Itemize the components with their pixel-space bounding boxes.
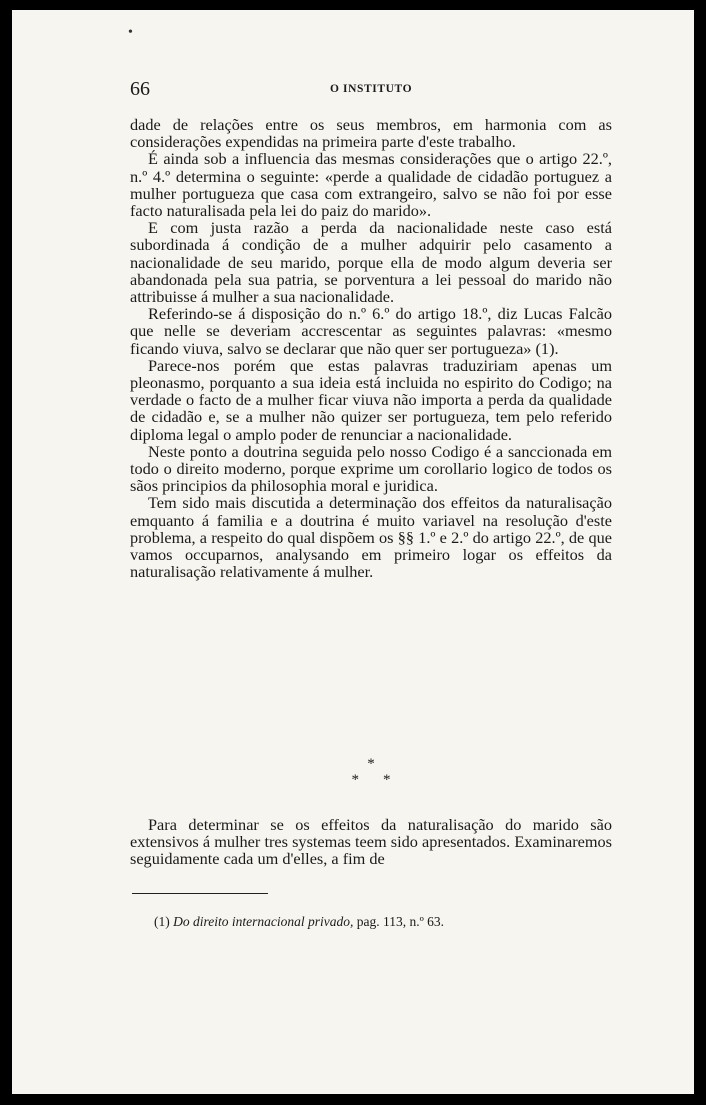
asterism-bottom bbox=[130, 772, 612, 788]
running-title: O INSTITUTO bbox=[330, 83, 413, 95]
section-break-asterism bbox=[130, 756, 612, 788]
paragraph: Para determinar se os effeitos da naturalisação do marido são extensivos á mulher tres systemas teem sido apresentados. Examinaremos seguidamente cada um d'elles, a fim de bbox=[130, 815, 612, 869]
footnote-rule bbox=[132, 893, 268, 894]
asterism-top: * bbox=[367, 756, 375, 772]
section-text bbox=[130, 816, 612, 868]
asterism-right: * bbox=[383, 772, 391, 788]
footnote-reference: pag. 113, n.º 63. bbox=[356, 914, 445, 929]
main-text bbox=[130, 116, 612, 580]
footnote-marker: (1) bbox=[154, 914, 170, 929]
asterism-left: * bbox=[351, 772, 359, 788]
footnote-work-title: Do direito internacional privado, bbox=[173, 914, 354, 929]
page-number: 66 bbox=[130, 78, 150, 100]
page-header bbox=[130, 78, 610, 100]
paragraph: Parece-nos porém que estas palavras traduziriam apenas um pleonasmo, porquanto a sua ideia está incluida no espirito do Codigo; na verdade o facto de a mulher ficar viuva não importa a perda da qualidade de cidadão e, se a mulher não quizer ser portugueza, tem pelo referido diploma legal o amplo poder de renunciar a nacionalidade. bbox=[130, 355, 612, 444]
print-mark: • bbox=[128, 25, 133, 40]
paragraph: Tem sido mais discutida a determinação dos effeitos da naturalisação emquanto á familia e a doutrina é muito variavel na resolução d'este problema, a respeito do qual dispõem os §§ 1.º e 2.º do artigo 22.º, de que vamos occuparnos, analysando em primeiro logar os effeitos da naturalisação relativamente á mulher. bbox=[130, 493, 612, 582]
book-page bbox=[12, 10, 694, 1094]
paragraph: É ainda sob a influencia das mesmas considerações que o artigo 22.º, n.º 4.º determina o seguinte: «perde a qualidade de cidadão portuguez a mulher portugueza que casa com extrangeiro, salvo se não foi por esse facto naturalisada pela lei do paiz do marido». bbox=[130, 149, 612, 221]
footnote bbox=[154, 914, 614, 930]
paragraph: Neste ponto a doutrina seguida pelo nosso Codigo é a sanccionada em todo o direito moderno, porque exprime um corollario logico de todos os sãos principios da philosophia moral e juridica. bbox=[130, 441, 612, 496]
paragraph: E com justa razão a perda da nacionalidade neste caso está subordinada á condição de a mulher adquirir pelo casamento a nacionalidade de seu marido, porque ella de modo algum deveria ser abandonada pela sua patria, se porventura a lei pessoal do marido não attribuisse á mulher a sua nacionalidade. bbox=[130, 218, 612, 307]
paragraph: Referindo-se á disposição do n.º 6.º do artigo 18.º, diz Lucas Falcão que nelle se deveriam accrescentar as seguintes palavras: «mesmo ficando viuva, salvo se declarar que não quer ser portugueza» (1). bbox=[130, 304, 612, 358]
paragraph: dade de relações entre os seus membros, em harmonia com as considerações expendidas na primeira parte d'este trabalho. bbox=[130, 115, 612, 152]
